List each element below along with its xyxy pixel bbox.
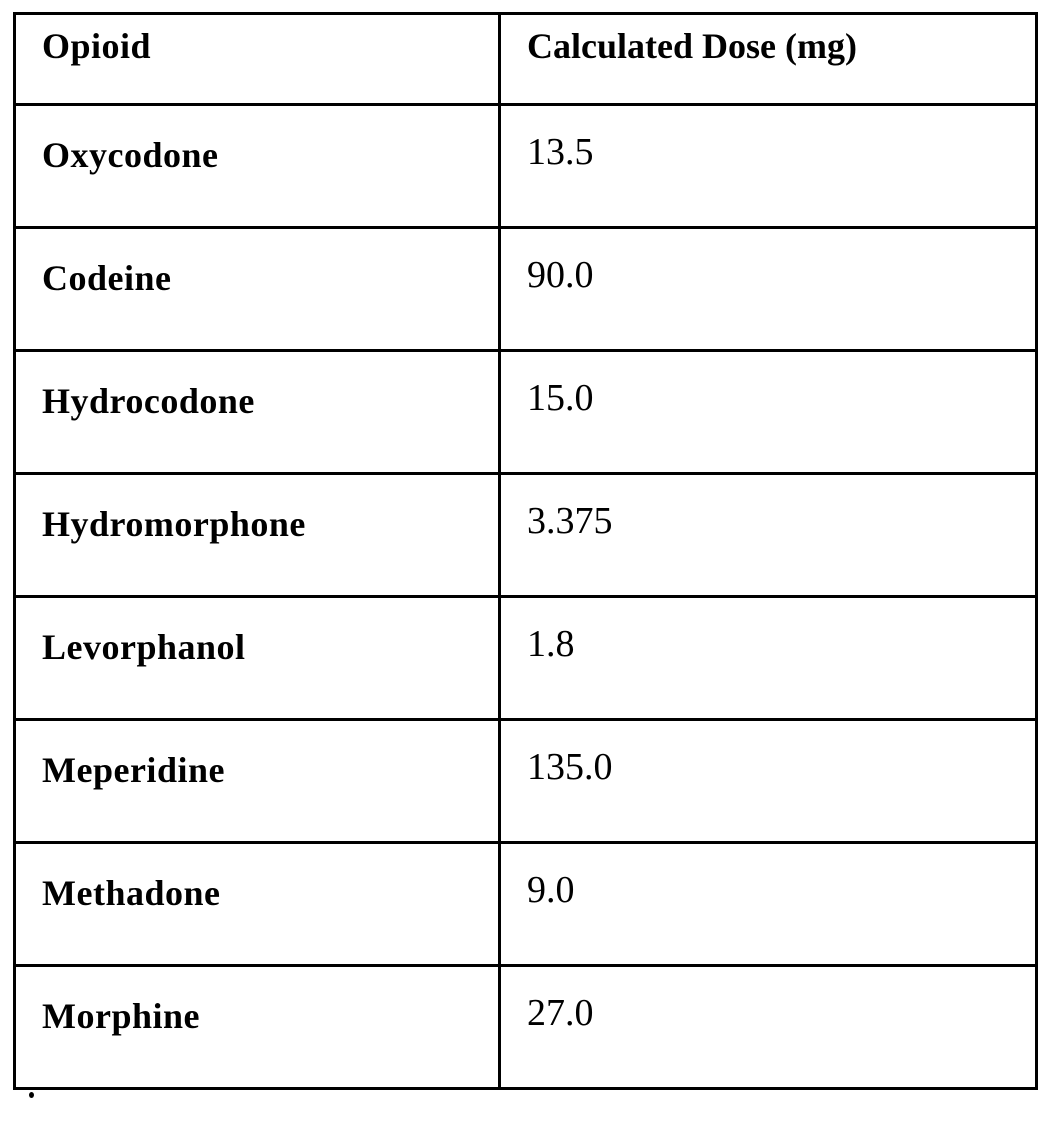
opioid-name: Morphine xyxy=(16,967,498,1037)
dose-value: 9.0 xyxy=(501,844,1035,912)
table-row xyxy=(15,474,1037,597)
header-opioid: Opioid xyxy=(16,15,498,67)
table-header-row xyxy=(15,14,1037,105)
opioid-cell xyxy=(15,351,500,474)
opioid-cell xyxy=(15,474,500,597)
opioid-name: Codeine xyxy=(16,229,498,299)
dose-value: 15.0 xyxy=(501,352,1035,420)
opioid-name: Oxycodone xyxy=(16,106,498,176)
dose-value: 3.375 xyxy=(501,475,1035,543)
opioid-name: Meperidine xyxy=(16,721,498,791)
opioid-cell xyxy=(15,228,500,351)
opioid-name: Levorphanol xyxy=(16,598,498,668)
opioid-dose-table xyxy=(13,12,1038,1090)
dose-cell xyxy=(500,966,1037,1089)
table-row xyxy=(15,720,1037,843)
opioid-cell xyxy=(15,597,500,720)
opioid-cell xyxy=(15,105,500,228)
opioid-name: Methadone xyxy=(16,844,498,914)
header-cell xyxy=(500,14,1037,105)
table-row xyxy=(15,966,1037,1089)
table-row xyxy=(15,105,1037,228)
opioid-cell xyxy=(15,720,500,843)
dose-cell xyxy=(500,228,1037,351)
dose-value: 135.0 xyxy=(501,721,1035,789)
dose-value: 27.0 xyxy=(501,967,1035,1035)
table-row xyxy=(15,351,1037,474)
opioid-cell xyxy=(15,966,500,1089)
dose-cell xyxy=(500,105,1037,228)
header-cell xyxy=(15,14,500,105)
dose-cell xyxy=(500,351,1037,474)
scan-artifact-dot xyxy=(29,1092,34,1098)
dose-value: 90.0 xyxy=(501,229,1035,297)
dose-cell xyxy=(500,720,1037,843)
dose-value: 1.8 xyxy=(501,598,1035,666)
table-row xyxy=(15,597,1037,720)
dose-cell xyxy=(500,597,1037,720)
opioid-name: Hydrocodone xyxy=(16,352,498,422)
dose-value: 13.5 xyxy=(501,106,1035,174)
table-row xyxy=(15,228,1037,351)
dose-cell xyxy=(500,843,1037,966)
opioid-cell xyxy=(15,843,500,966)
header-calculated-dose: Calculated Dose (mg) xyxy=(501,15,1035,67)
dose-cell xyxy=(500,474,1037,597)
table-row xyxy=(15,843,1037,966)
opioid-name: Hydromorphone xyxy=(16,475,498,545)
